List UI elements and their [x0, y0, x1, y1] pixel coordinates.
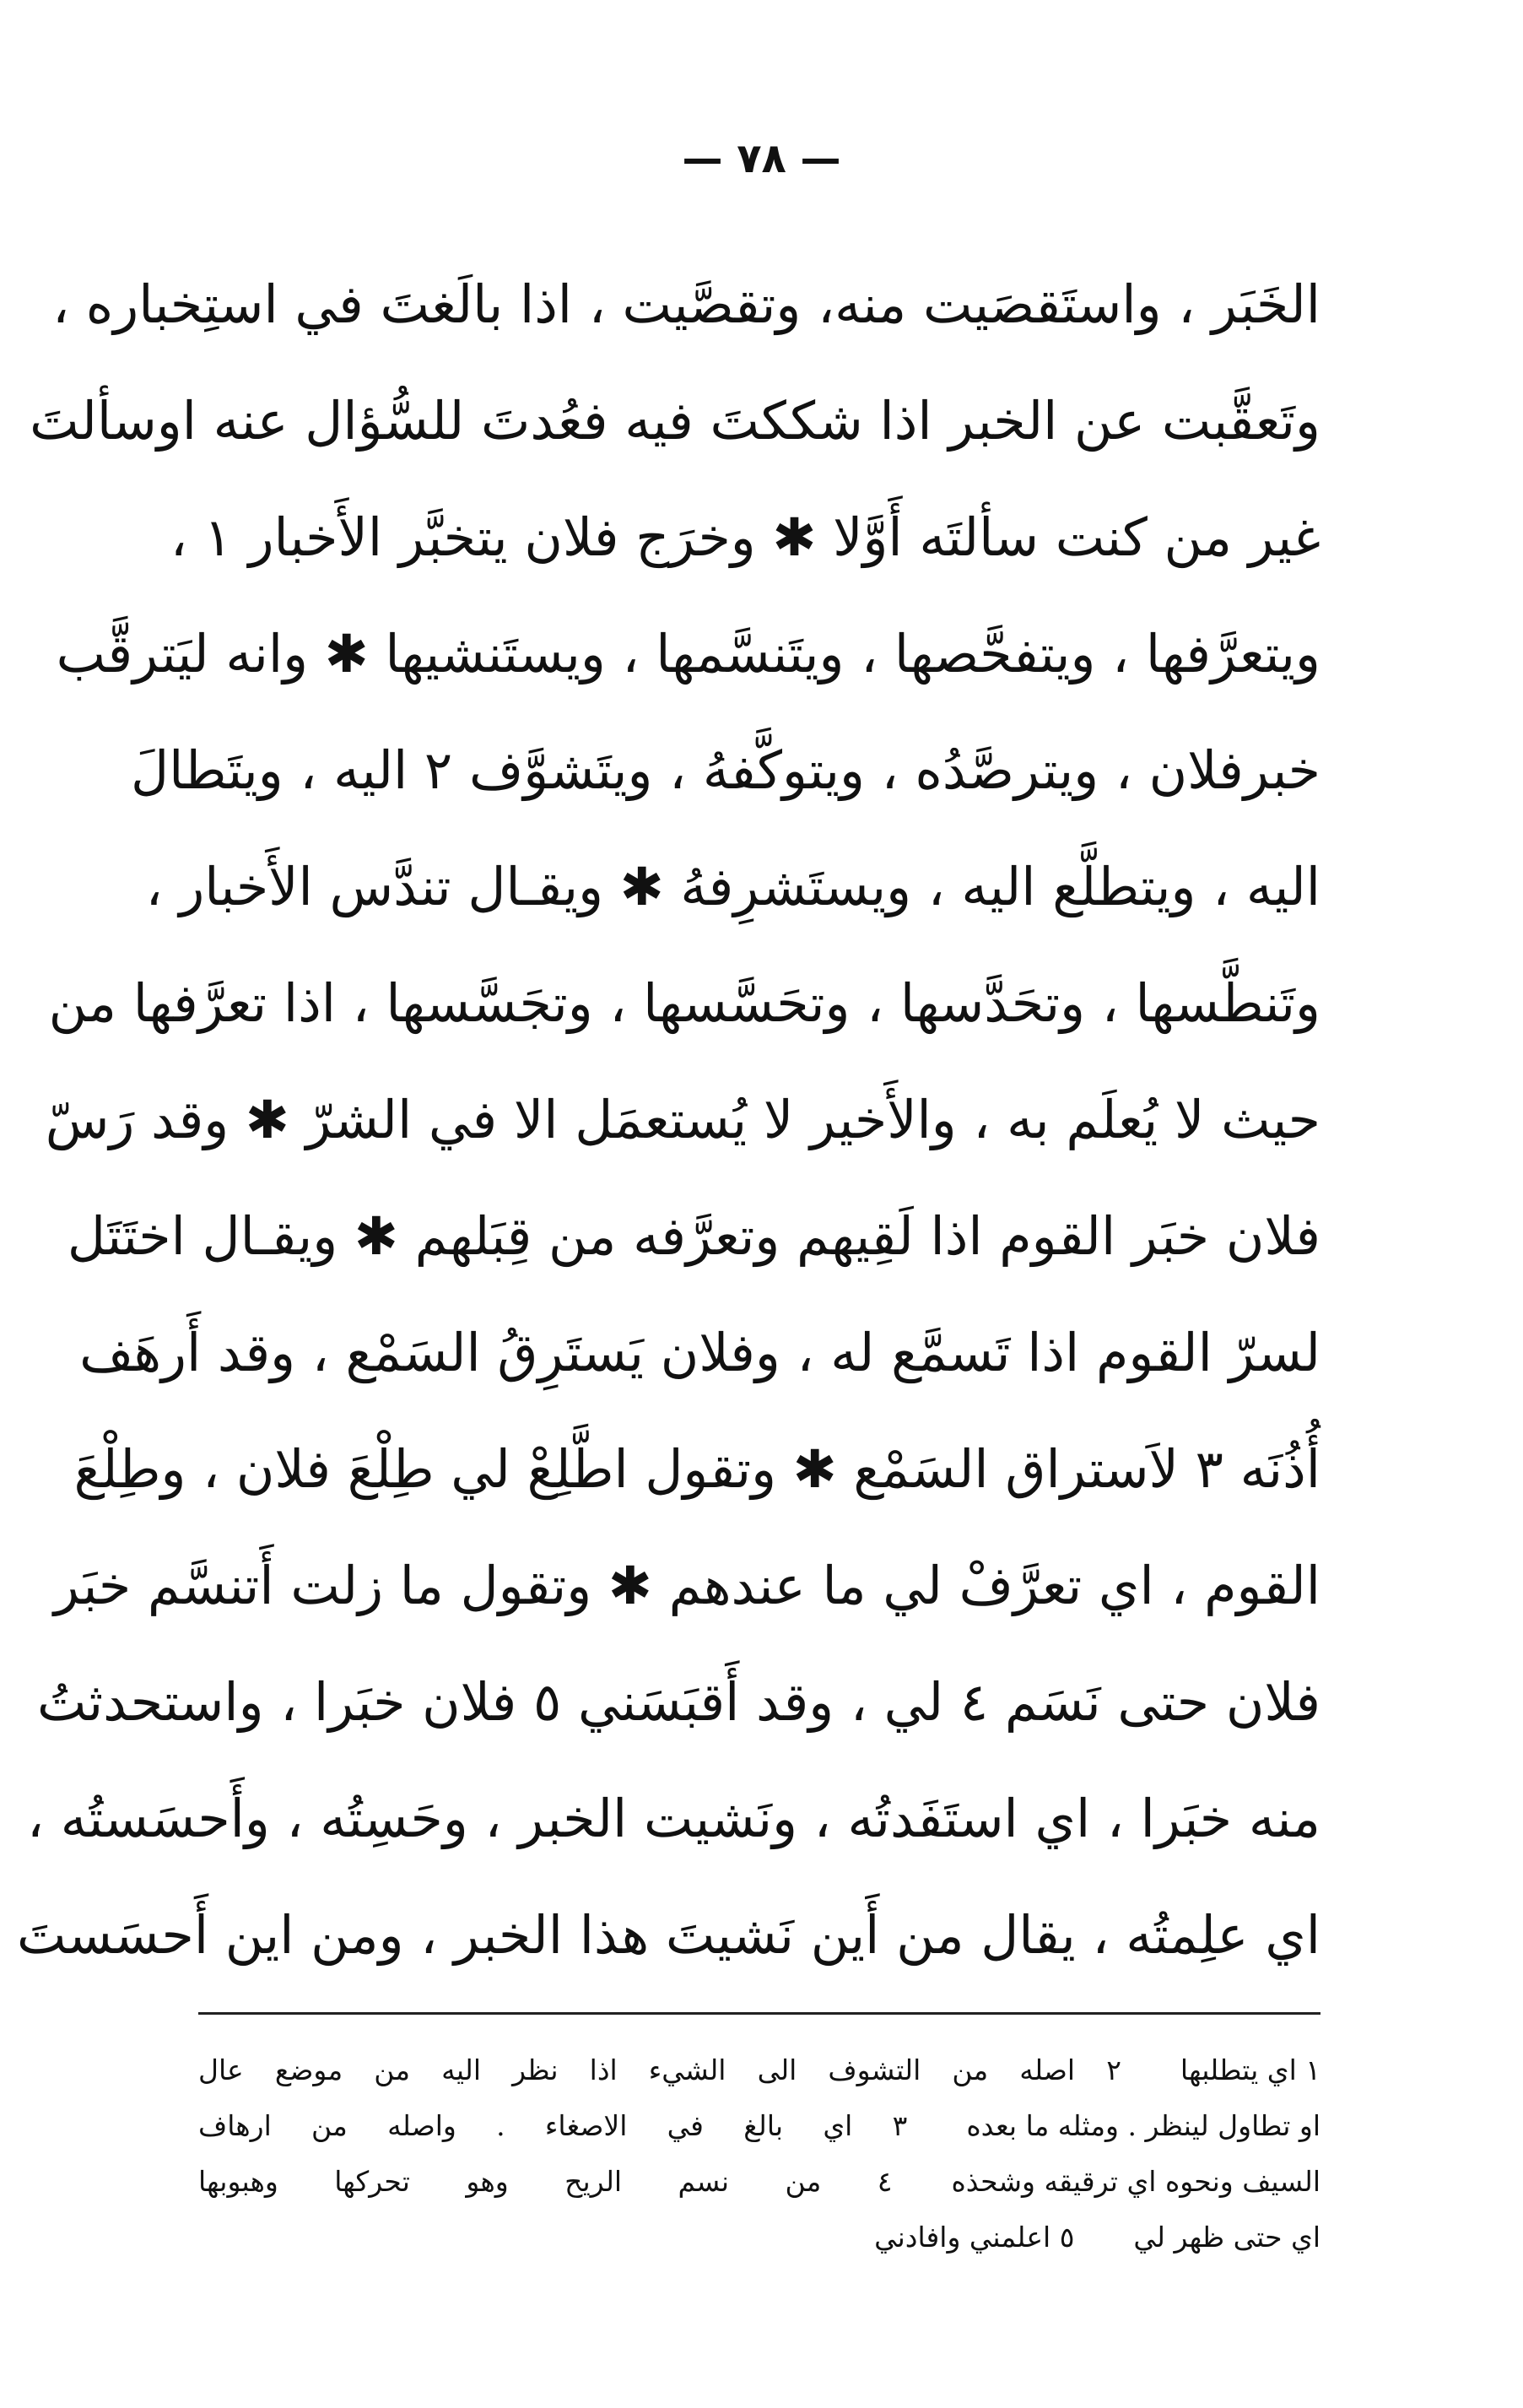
footnote-gap [1074, 2210, 1133, 2265]
text-line: اليه ، ويتطلَّع اليه ، ويستَشرِفهُ ✱ ويقـال تندَّس الأَخبار ، [145, 856, 1320, 917]
text-line: الخَبَر ، واستَقصَيت منه، وتقصَّيت ، اذا بالَغتَ في استِخباره ، [52, 273, 1320, 335]
footnote-1: ١ اي يتطلبها [1180, 2054, 1320, 2086]
footnote-line [198, 2098, 1320, 2154]
text-line: منه خبَرا ، اي استَفَدتُه ، ونَشيت الخبر ، وحَسِتُه ، وأَحسَستُه ، [27, 1788, 1320, 1849]
text-line: وتَنطَّسها ، وتحَدَّسها ، وتحَسَّسها ، وتجَسَّسها ، اذا تعرَّفها من [48, 972, 1320, 1034]
footnote-gap [892, 2154, 951, 2210]
text-line: فلان حتى نَسَم ٤ لي ، وقد أَقبَسَني ٥ فلان خبَرا ، واستحدثتُ [37, 1671, 1320, 1733]
text-line: خبرفلان ، ويترصَّدُه ، ويتوكَّفهُ ، ويتَشوَّف ٢ اليه ، ويتَطالَ [131, 739, 1320, 801]
text-line: أُذُنَه ٣ لاَستراق السَمْع ✱ وتقول اطَّلِعْ لي طِلْعَ فلان ، وطِلْعَ [73, 1438, 1320, 1500]
footnote-line [198, 2154, 1320, 2210]
footnote-divider [198, 2012, 1320, 2015]
body-text [17, 246, 1320, 1994]
footnote-line [198, 2043, 1320, 2098]
text-line: وتَعقَّبت عن الخبر اذا شككتَ فيه فعُدتَ للسُّؤال عنه اوسألتَ [30, 390, 1320, 452]
text-line: حيث لا يُعلَم به ، والأَخير لا يُستعمَل الا في الشرّ ✱ وقد رَسّ [45, 1089, 1320, 1150]
footnote-2-continued: او تطاول لينظر . ومثله ما بعده [966, 2109, 1320, 2142]
footnote-4: ٤ من نسم الريح وهو تحركها وهبوبها [198, 2165, 893, 2198]
footnote-gap [907, 2098, 966, 2154]
text-line: لسرّ القوم اذا تَسمَّع له ، وفلان يَستَرِقُ السَمْع ، وقد أَرهَف [79, 1322, 1320, 1383]
footnote-line [198, 2210, 1320, 2265]
text-line: القوم ، اي تعرَّفْ لي ما عندهم ✱ وتقول ما زلت أَتنسَّم خبَر [53, 1555, 1320, 1616]
text-line: اي علِمتُه ، يقال من أَين نَشيتَ هذا الخبر ، ومن اين أَحسَستَ [17, 1904, 1320, 1966]
text-line: ويتعرَّفها ، ويتفحَّصها ، ويتَنسَّمها ، ويستَنشيها ✱ وانه ليَترقَّب [56, 623, 1320, 685]
text-line: فلان خبَر القوم اذا لَقِيهم وتعرَّفه من قِبَلهم ✱ ويقـال اختَتَل [67, 1205, 1320, 1267]
footnote-4-continued: اي حتى ظهر لي [1133, 2221, 1320, 2254]
footnote-3-continued: السيف ونحوه اي ترقيقه وشحذه [951, 2165, 1320, 2198]
footnotes [198, 2043, 1320, 2265]
footnote-2: ٢ اصله من التشوف الى الشيء اذا نظر اليه من موضع عال [198, 2054, 1121, 2086]
text-line: غير من كنت سألتَه أَوَّلا ✱ وخرَج فلان يتخبَّر الأَخبار ١ ، [170, 506, 1320, 568]
page-number: — ٧٨ — [682, 135, 841, 182]
footnote-3: ٣ اي بالغ في الاصغاء . واصله من ارهاف [198, 2109, 908, 2142]
footnote-5: ٥ اعلمني وافادني [874, 2221, 1075, 2254]
footnote-gap [1121, 2043, 1180, 2098]
